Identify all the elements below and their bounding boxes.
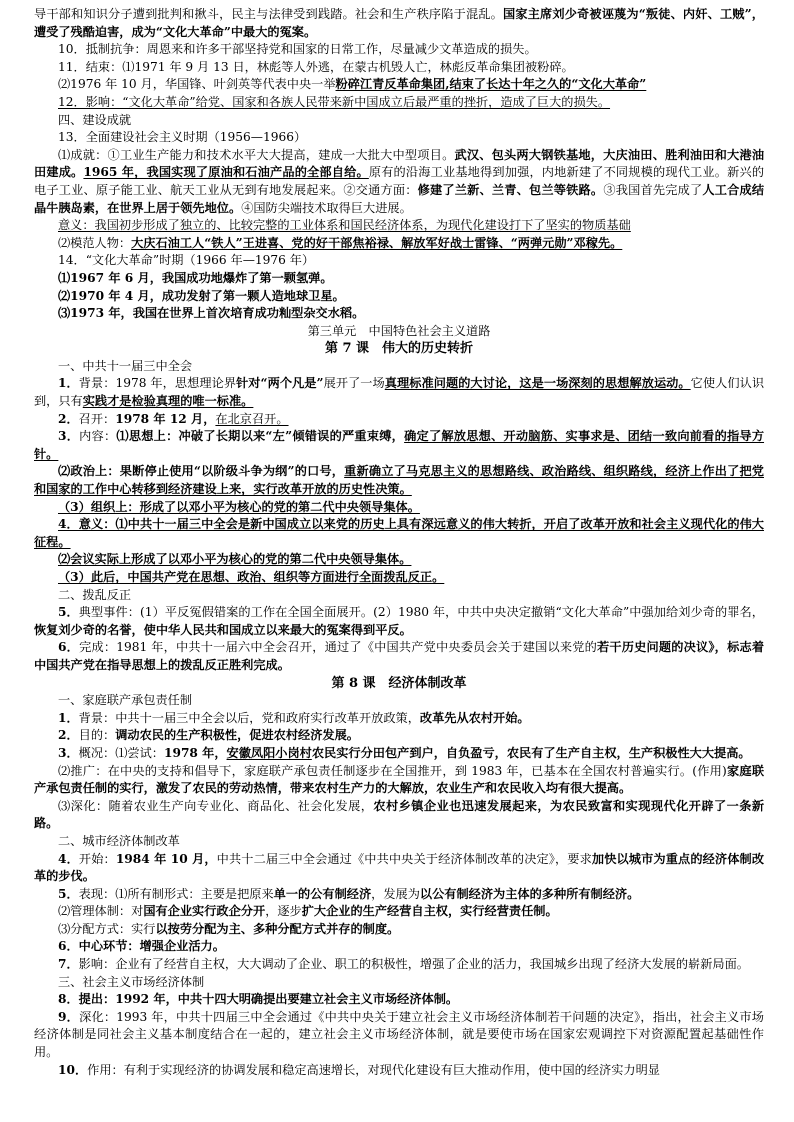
text-run: 影响：企业有了经营自主权，大大调动了企业、职工的积极性，增强了企业的活力，我国城乡出现了经济大发展的崭新局面。 [78, 957, 749, 972]
paragraph [34, 217, 764, 235]
text-run: ⑵1976 年 10 月，华国锋、叶剑英等代表中央一举 [58, 77, 336, 92]
paragraph [34, 710, 764, 728]
text-run: 以按劳分配为主、多种分配方式并存的制度。 [155, 921, 400, 936]
text-run: 5． [58, 605, 79, 620]
paragraph [34, 692, 764, 710]
text-run: 概况：⑴尝试： [78, 745, 164, 760]
text-run: ⑵政治上：果断停止使用“以阶级斗争为纲”的口号， [58, 464, 345, 479]
text-run: 改革先从农村开始。 [419, 710, 530, 725]
paragraph [34, 604, 764, 639]
paragraph [34, 516, 764, 551]
text-run: 典型事件：(1）平反冤假错案的工作在全国全面展开。(2）1980 年，中共中央决定撤销“文化大革命”中强加给刘少奇的罪名， [78, 605, 764, 620]
text-run: 9． [58, 1009, 80, 1024]
paragraph [34, 974, 764, 992]
paragraph [34, 798, 764, 833]
text-run: 深化：1993 年，中共十四届三中全会通过《中共中央关于建立社会主义市场经济体制若干问题的决定》，指出，社会主义市场经济体制是同社会主义基本制度结合在一起的，建立社会主义市场经济体制，就是要使市场在国家宏观调控下对资源配置起基础性作用。 [34, 1009, 764, 1060]
text-run: 重新确立了马克思主义的思想路线、政治路线、组织路线，经济上作出了把党和国家的工作中心转移到经济建设上来，实行改革开放的历史性决策。 [34, 464, 764, 497]
paragraph [34, 411, 764, 429]
paragraph [34, 851, 764, 886]
text-run: （3）组织上：形成了以邓小平为核心的党的第二代中央领导集体。 [58, 499, 420, 514]
text-run: 4． [58, 851, 79, 866]
text-run: 1． [58, 376, 79, 391]
text-run: 加快以城市为重点的经济体制改革的步伐。 [34, 851, 765, 884]
text-run: 3． [58, 429, 80, 444]
paragraph [34, 921, 764, 939]
text-run: ⑵1970 年 4 月，成功发射了第一颗人造地球卫星。 [58, 288, 345, 303]
text-run: ⑴思想上：冲破了长期以来“左”倾错误的严重束缚， [116, 429, 405, 444]
paragraph [34, 112, 764, 130]
text-run: 确定了解放思想、开动脑筋、实事求是、团结一致向前看的指导方针。 [34, 429, 765, 461]
paragraph [34, 727, 764, 745]
text-run: ，逐步 [265, 904, 302, 919]
text-run: 第 7 课 伟大的历史转折 [324, 341, 474, 357]
paragraph [34, 499, 764, 517]
paragraph [34, 956, 764, 974]
paragraph [34, 551, 764, 569]
text-run: 意义：我国初步形成了独立的、比较完整的工业体系和国民经济体系，为现代化建设打下了坚实的物质基础 [58, 218, 631, 233]
text-run: 修建了兰新、兰青、包兰等铁路。 [417, 182, 604, 197]
text-run: 恢复刘少奇的名誉，使中华人民共和国成立以来最大的冤案得到平反。 [34, 622, 412, 637]
paragraph [34, 235, 764, 253]
paragraph [34, 375, 764, 410]
paragraph [34, 639, 764, 674]
text-run: ⑵模范人物： [58, 235, 132, 250]
text-run: 2． [58, 728, 79, 743]
paragraph [34, 147, 764, 217]
text-run: 国有企业实行政企分开 [143, 904, 266, 919]
paragraph [34, 1009, 764, 1062]
paragraph [34, 569, 764, 587]
text-run: 国家主席刘少奇被诬蔑为“叛徒、内奸、工贼”，遭受了残酷迫害，成为“文化大革命”中最大的冤案。 [34, 7, 764, 39]
text-run: ，发展为 [371, 886, 420, 901]
text-run: 扩大企业的生产经营自主权，实行经营责任制。 [301, 904, 558, 919]
text-run: 5． [58, 886, 79, 901]
text-run: 第 8 课 经济体制改革 [331, 675, 467, 691]
text-run: ⑶1973 年，我国在世界上首次培育成功籼型杂交水稻。 [58, 306, 365, 321]
paragraph [34, 358, 764, 376]
text-run: 开始： [78, 851, 116, 866]
text-run: 调动农民的生产积极性，促进农村经济发展。 [115, 728, 359, 743]
text-run: 二、拨乱反正 [58, 587, 132, 602]
text-run: 10．抵制抗争：周恩来和许多干部坚持党和国家的日常工作，尽量减少文革造成的损失。 [58, 42, 537, 57]
text-run: 在北京召开。 [215, 411, 289, 426]
paragraph [34, 745, 764, 763]
text-run: 展开了一场 [323, 376, 385, 391]
paragraph [34, 270, 764, 288]
text-run: 真理标准问题的大讨论，这是一场深刻的思想解放运动。 [384, 376, 691, 391]
text-run: 1984 年 10 月， [115, 851, 217, 866]
text-run: 中共十二届三中全会通过《中共中央关于经济体制改革的决定》，要求 [216, 851, 592, 866]
text-run: 家庭联产承包责任制的实行，激发了农民的劳动热情，带来农村生产力的大解放，农业生产和农民收入均有很大提高。 [34, 763, 765, 796]
text-run: ⑴成就：①工业生产能力和技术水平大大提高，建成一大批大中型项目。 [58, 147, 455, 162]
text-run: 4．意义：⑴中共十一届三中全会是新中国成立以来党的历史上具有深远意义的伟大转折，开启了改革开放和社会主义现代化的伟大征程。 [34, 517, 764, 549]
text-run: 若干历史问题的决议》，标志着中国共产党在指导思想上的拨乱反正胜利完成。 [34, 640, 765, 672]
text-run: ⑶深化：随着农业生产向专业化、商品化、社会化发展， [58, 798, 374, 813]
paragraph [34, 94, 764, 112]
text-run: 完成：1981 年，中共十一届六中全会召开，通过了《中国共产党中央委员会关于建国以来党的 [79, 640, 597, 655]
text-run: 2． [58, 411, 79, 426]
paragraph [34, 903, 764, 921]
text-run: 导干部和知识分子遭到批判和揪斗，民主与法律受到践踏。社会和生产秩序陷于混乱。 [34, 7, 503, 21]
text-run: 实践才是检验真理的唯一标准。 [82, 394, 254, 409]
text-run: 农村乡镇企业也迅速发展起来，为农民致富和实现现代化开辟了一条新路。 [34, 798, 765, 831]
paragraph [34, 323, 764, 341]
text-run: 3． [58, 745, 79, 760]
paragraph [34, 288, 764, 306]
text-run: 13．全面建设社会主义时期（1956—1966） [58, 130, 307, 145]
paragraph [34, 428, 764, 463]
paragraph [34, 763, 764, 798]
text-run: 内容： [79, 429, 117, 444]
paragraph [34, 991, 764, 1009]
text-run: ⑶分配方式：实行 [58, 921, 156, 936]
text-run: 7． [58, 957, 79, 972]
text-run: 粉碎江青反革命集团,结束了长达十年之久的“文化大革命” [335, 77, 647, 92]
text-run: ⑵会议实际上形成了以邓小平为核心的党的第二代中央领导集体。 [58, 552, 412, 567]
text-run: 单一的公有制经济 [273, 886, 372, 901]
text-run: 表现：⑴所有制形式：主要是把原来 [78, 886, 274, 901]
text-run: 1978 年 12 月， [115, 411, 216, 426]
paragraph [34, 675, 764, 693]
text-run: 三、社会主义市场经济体制 [58, 974, 205, 989]
text-run: 四、建设成就 [58, 112, 132, 127]
text-run: 12．影响：“文化大革命”给党、国家和各族人民带来新中国成立后最严重的挫折，造成了巨大的损失。 [58, 94, 611, 109]
paragraph [34, 6, 764, 41]
text-run: 以公有制经济为主体的多种所有制经济。 [419, 886, 640, 901]
text-run: 6． [58, 640, 80, 655]
text-run: 14．“文化大革命”时期（1966 年—1976 年） [58, 253, 315, 268]
text-run: 它使人们认识到，只有 [34, 376, 765, 409]
text-run: 针对“两个凡是” [236, 376, 324, 391]
text-run: 目的： [78, 728, 116, 743]
paragraph [34, 886, 764, 904]
paragraph [34, 59, 764, 77]
paragraph [34, 76, 764, 94]
text-run: 大庆石油工人“铁人”王进喜、党的好干部焦裕禄、解放军好战士雷锋、“两弹元勋”邓稼先。 [131, 235, 623, 250]
text-run: 一、中共十一届三中全会 [58, 358, 193, 373]
text-run: 10． [58, 1062, 88, 1077]
text-run: 11．结束：⑴1971 年 9 月 13 日，林彪等人外逃，在蒙古机毁人亡，林彪反革命集团被粉碎。 [58, 59, 574, 74]
text-run: ⑵推广：在中央的支持和倡导下，家庭联产承包责任制逐步在全国推开，到 1983 年，已基本在全国农村普遍实行。(作用) [58, 763, 727, 778]
paragraph [34, 252, 764, 270]
text-run: 安徽凤阳小岗村 [226, 745, 312, 760]
text-run: ⑵管理体制：对 [58, 904, 144, 919]
text-run: 背景：1978 年，思想理论界 [78, 376, 237, 391]
text-run: （3）此后，中国共产党在思想、政治、组织等方面进行全面拨乱反正。 [58, 570, 445, 584]
paragraph [34, 1062, 764, 1080]
text-run: 1． [58, 710, 79, 725]
text-run: 背景：中共十一届三中全会以后，党和政府实行改革开放政策， [78, 710, 420, 725]
paragraph [34, 41, 764, 59]
text-run: 第三单元 中国特色社会主义道路 [307, 323, 491, 338]
text-run: 召开： [78, 411, 116, 426]
text-run: 1965 年，我国实现了原油和石油产品的全部自给。 [83, 165, 369, 180]
paragraph [34, 938, 764, 956]
text-run: 8．提出：1992 年，中共十四大明确提出要建立社会主义市场经济体制。 [58, 992, 459, 1007]
text-run: 农民实行分田包产到户，自负盈亏，农民有了生产自主权，生产积极性大大提高。 [311, 745, 751, 760]
text-run: ③我国首先完成了 [603, 182, 703, 197]
text-run: ④国防尖端技术取得巨大进展。 [241, 200, 412, 215]
paragraph [34, 305, 764, 323]
text-run: ⑴1967 年 6 月，我国成功地爆炸了第一颗氢弹。 [58, 270, 333, 285]
text-run: 二、城市经济体制改革 [58, 833, 180, 848]
text-run: 武汉、包头两大钢铁基地，大庆油田、胜利油田和大港油田建成。 [34, 147, 765, 180]
paragraph [34, 833, 764, 851]
paragraph [34, 129, 764, 147]
text-run: 作用：有利于实现经济的协调发展和稳定高速增长，对现代化建设有巨大推动作用，使中国的经济实力明显 [87, 1062, 660, 1077]
text-run: 一、家庭联产承包责任制 [58, 693, 193, 708]
text-run: 1978 年， [163, 745, 227, 760]
paragraph [34, 587, 764, 605]
text-run: 原有的沿海工业基地得到加强，内地新建了不同规模的现代工业。新兴的电子工业、原子能工业、航天工业从无到有地发展起来。②交通方面： [34, 165, 765, 197]
text-run: 人工合成结晶牛胰岛素，在世界上居于领先地位。 [34, 182, 765, 215]
text-run: 6．中心环节：增强企业活力。 [58, 939, 225, 954]
paragraph [34, 463, 764, 498]
paragraph [34, 340, 764, 358]
